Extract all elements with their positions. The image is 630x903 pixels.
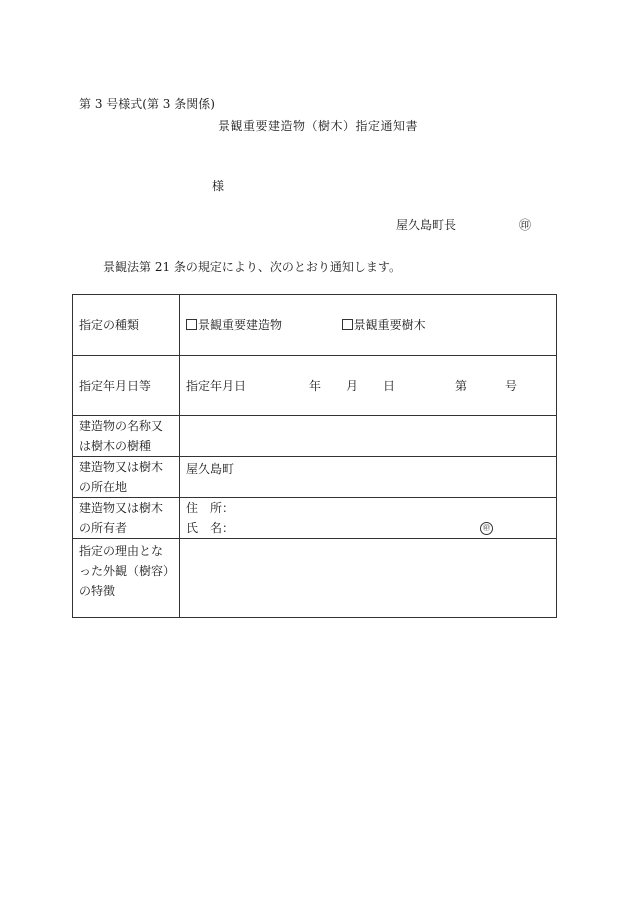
- value-reason: [180, 539, 557, 618]
- checkbox-icon: [186, 319, 197, 330]
- label-line: 指定の理由とな: [79, 544, 164, 558]
- form-number: 第 3 号様式(第 3 条関係): [79, 97, 215, 111]
- checkbox-building[interactable]: [186, 318, 282, 332]
- table-row-location: [73, 457, 557, 498]
- label-line: の所在地: [79, 480, 128, 494]
- label-building-name: [73, 416, 180, 457]
- label-line: 建造物又は樹木: [79, 501, 164, 515]
- label-reason: [73, 539, 180, 618]
- label-line: った外観（樹容）: [79, 564, 176, 578]
- label-line: 建造物又は樹木: [79, 460, 164, 474]
- month-label: 月: [346, 379, 359, 393]
- date-label: 指定年月日: [186, 378, 247, 393]
- label-line: 建造物の名称又: [79, 419, 164, 433]
- value-designation-type: [180, 295, 557, 356]
- value-location: 屋久島町: [180, 457, 557, 498]
- issuer-name: 屋久島町長: [396, 218, 457, 232]
- value-designation-date: [180, 356, 557, 416]
- value-building-name: [180, 416, 557, 457]
- owner-address-label: 住 所：: [186, 501, 235, 515]
- body-text: 景観法第 21 条の規定により、次のとおり通知します。: [103, 260, 401, 274]
- option-building-label: 景観重要建造物: [198, 318, 283, 332]
- label-owner: [73, 498, 180, 539]
- label-designation-date: 指定年月日等: [73, 356, 180, 416]
- table-row-date: [73, 356, 557, 416]
- table-row-name: [73, 416, 557, 457]
- issuer-seal-mark: ㊞: [519, 218, 532, 232]
- day-label: 日: [383, 379, 396, 393]
- value-owner: [180, 498, 557, 539]
- year-label: 年: [309, 379, 322, 393]
- owner-seal-icon: ㊞: [480, 522, 493, 535]
- designation-table: [72, 294, 557, 618]
- label-location: [73, 457, 180, 498]
- label-line: の特徴: [79, 584, 116, 598]
- table-row-owner: [73, 498, 557, 539]
- label-line: は樹木の樹種: [79, 439, 152, 453]
- label-designation-type: 指定の種類: [73, 295, 180, 356]
- number-suffix: 号: [505, 379, 518, 393]
- option-tree-label: 景観重要樹木: [353, 318, 426, 332]
- document-title: 景観重要建造物（樹木）指定通知書: [218, 119, 419, 133]
- label-line: の所有者: [79, 521, 128, 535]
- number-prefix: 第: [455, 379, 468, 393]
- table-row-type: [73, 295, 557, 356]
- owner-name-label: 氏 名：: [186, 521, 235, 535]
- recipient-suffix: 様: [212, 179, 225, 193]
- checkbox-icon: [342, 319, 353, 330]
- checkbox-tree[interactable]: [342, 318, 426, 332]
- table-row-reason: [73, 539, 557, 618]
